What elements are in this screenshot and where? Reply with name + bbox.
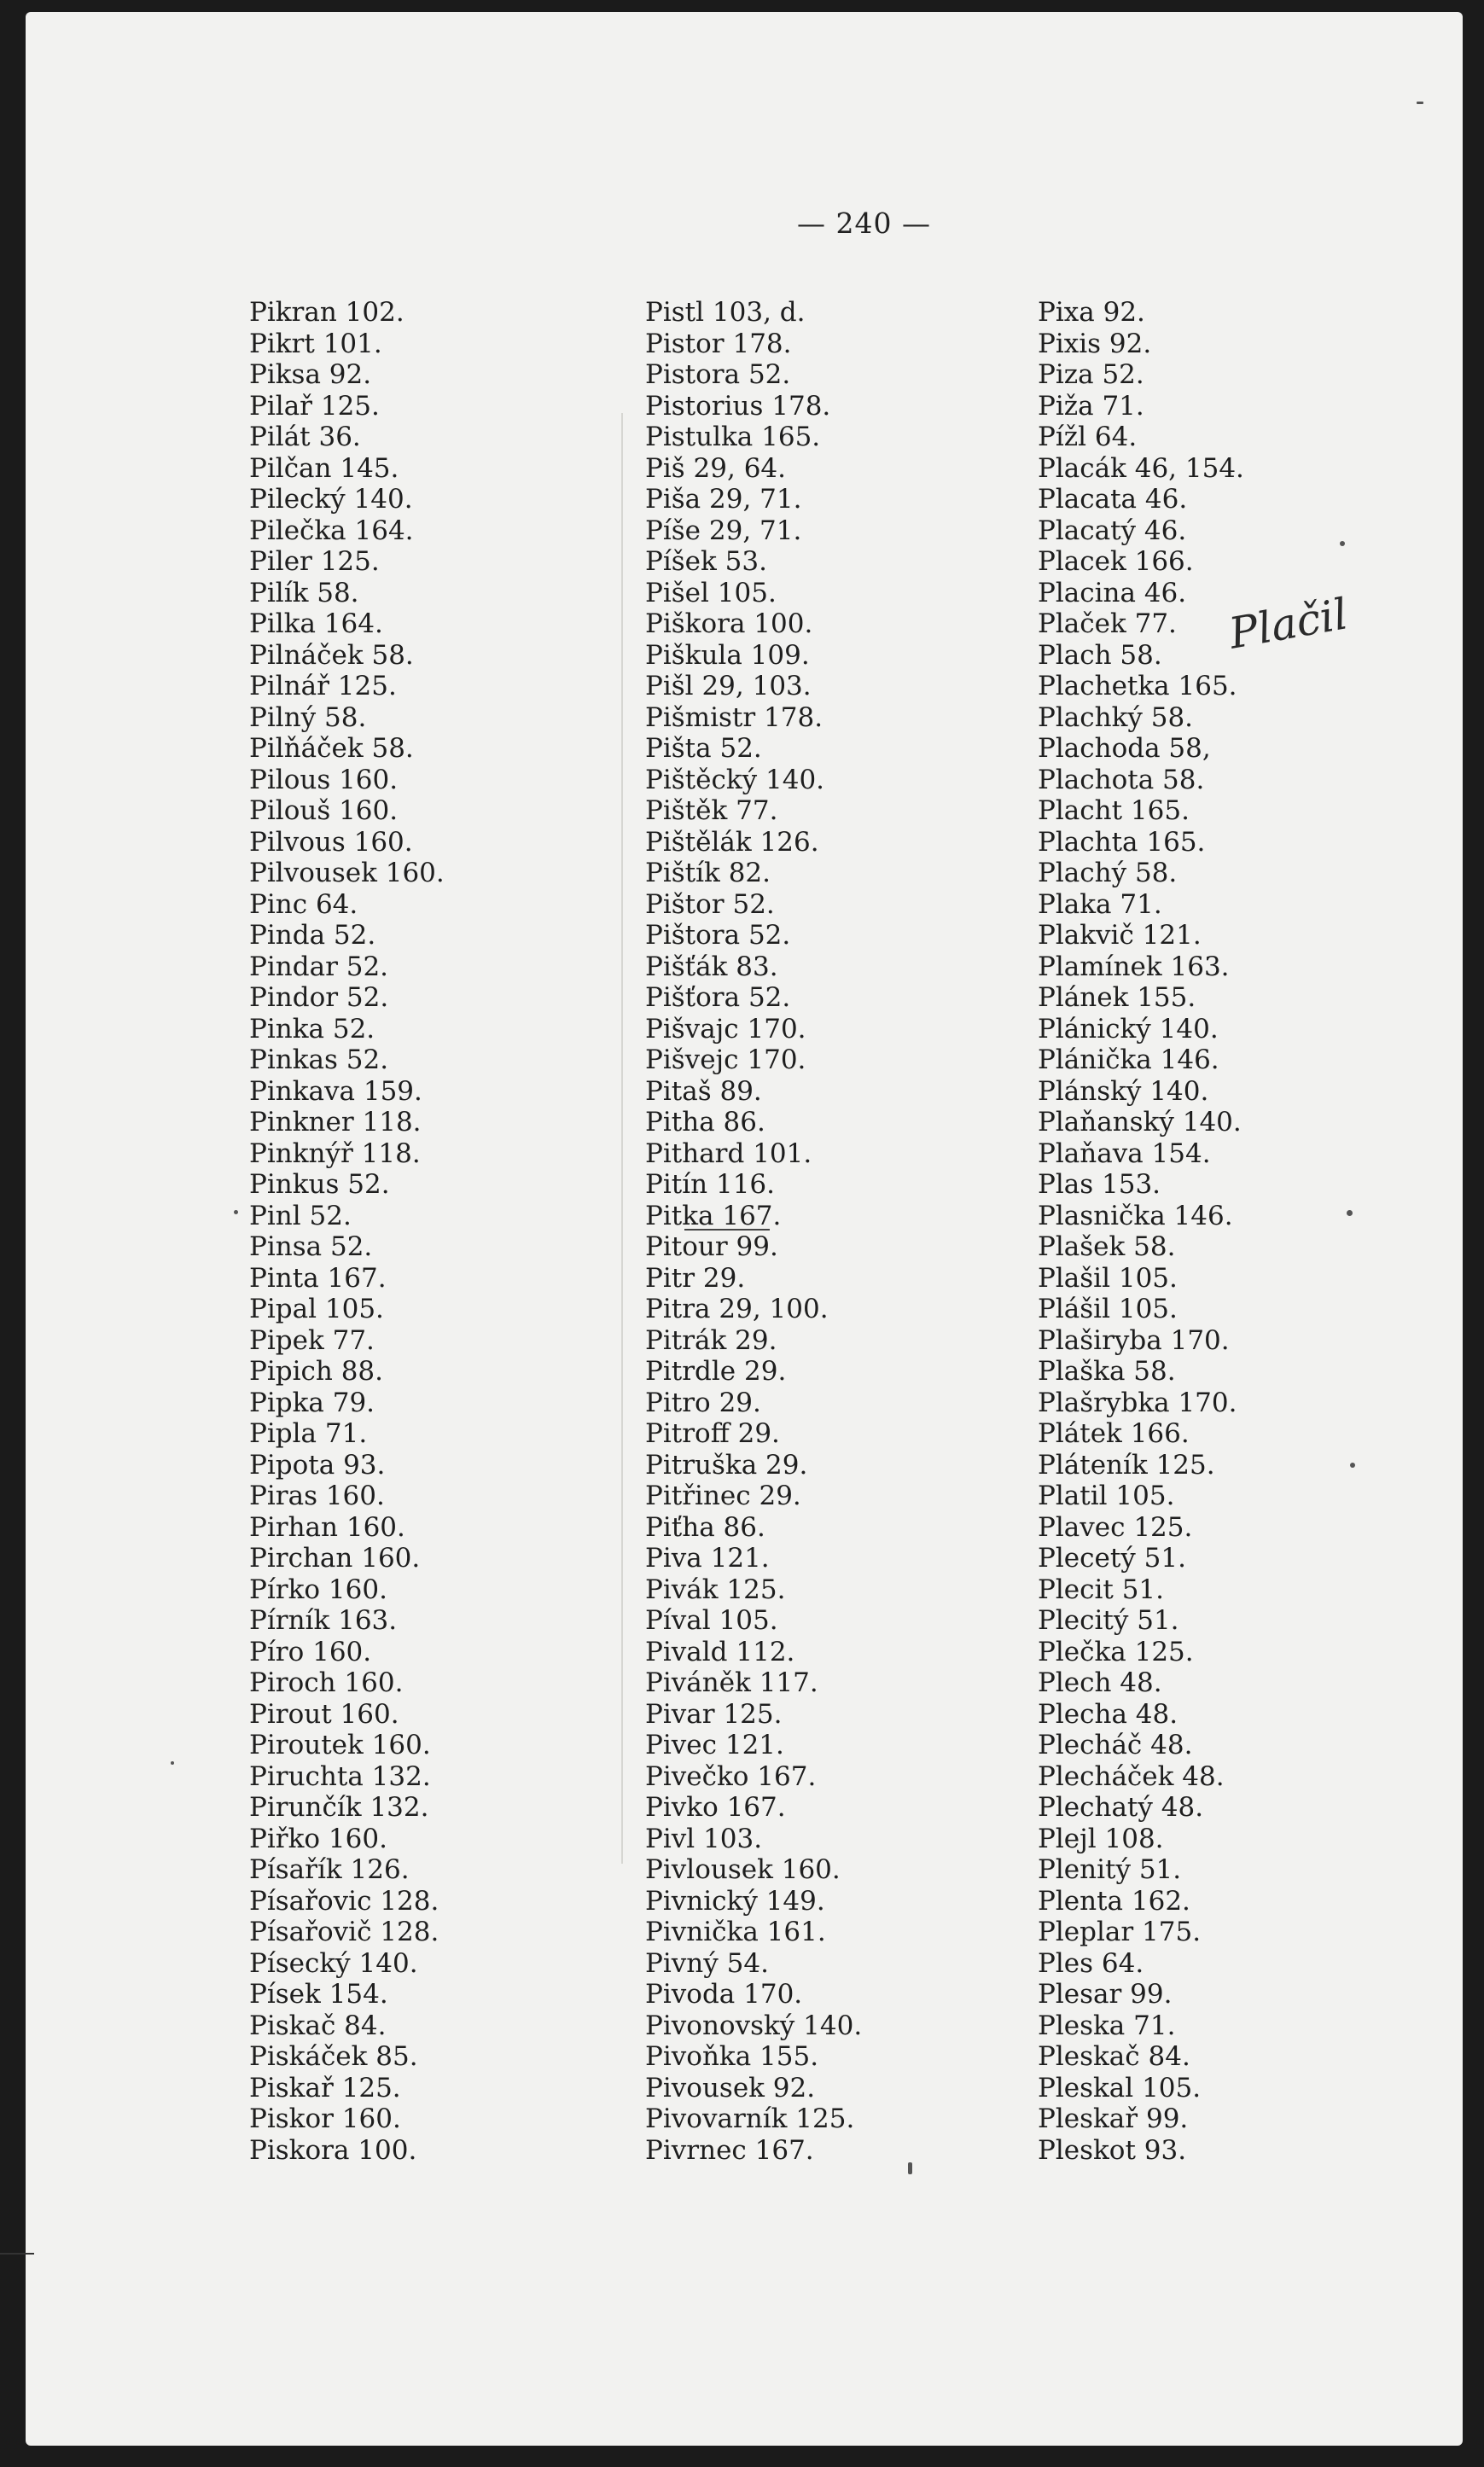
- name-entry: Plachota 58.: [1038, 764, 1205, 795]
- name-entry: Piskor 160.: [249, 2103, 401, 2134]
- name-entry: Pilňáček 58.: [249, 733, 414, 764]
- name-entry: Pláteník 125.: [1038, 1449, 1215, 1481]
- name-entry: Pinta 167.: [249, 1262, 387, 1294]
- name-entry: Placák 46, 154.: [1038, 452, 1244, 484]
- name-entry: Plánský 140.: [1038, 1075, 1209, 1107]
- name-entry: Pleskač 84.: [1038, 2041, 1190, 2072]
- name-entry: Pistor 178.: [645, 328, 792, 359]
- name-entry: Plecit 51.: [1038, 1574, 1165, 1605]
- name-entry: Pirhan 160.: [249, 1511, 405, 1543]
- scanned-page: [26, 12, 1463, 2446]
- name-entry: Plecháč 48.: [1038, 1730, 1193, 1760]
- name-entry: Plasnička 146.: [1038, 1200, 1233, 1231]
- name-entry: Pivonovský 140.: [645, 2010, 863, 2041]
- name-entry: Pivák 125.: [645, 1574, 786, 1605]
- name-entry: Plecha 48.: [1038, 1698, 1178, 1730]
- speck: [234, 1210, 238, 1214]
- speck: [1340, 541, 1345, 546]
- name-entry: Pilný 58.: [249, 701, 367, 733]
- name-entry: Pikrt 101.: [249, 328, 382, 359]
- name-entry: Piža 71.: [1038, 390, 1144, 422]
- name-entry: Plach 58.: [1038, 639, 1162, 671]
- name-entry: Piskař 125.: [249, 2072, 401, 2103]
- name-entry: Plesar 99.: [1038, 1979, 1173, 2010]
- name-entry: Pilecký 140.: [249, 484, 413, 515]
- name-entry: Plaňanský 140.: [1038, 1107, 1242, 1137]
- name-entry: Plenta 162.: [1038, 1885, 1190, 1917]
- name-entry: Pleplar 175.: [1038, 1917, 1202, 1947]
- name-entry: Pitaš 89.: [645, 1075, 762, 1107]
- name-entry: Piruchta 132.: [249, 1760, 431, 1792]
- name-entry: Pivlousek 160.: [645, 1854, 841, 1885]
- name-entry: Pivečko 167.: [645, 1760, 817, 1792]
- column-divider: [621, 413, 623, 1864]
- name-entry: Piksa 92.: [249, 359, 372, 390]
- name-entry: Plachý 58.: [1038, 858, 1178, 888]
- name-entry: Pilečka 164.: [249, 515, 414, 546]
- name-entry: Plachetka 165.: [1038, 671, 1237, 701]
- name-entry: Pinl 52.: [249, 1200, 352, 1231]
- name-entry: Piskač 84.: [249, 2010, 387, 2041]
- name-entry: Pitka 167.: [645, 1200, 782, 1231]
- name-entry: Pipich 88.: [249, 1356, 384, 1387]
- name-entry: Pilous 160.: [249, 764, 399, 795]
- name-entry: Pišta 52.: [645, 733, 762, 764]
- name-entry: Píšek 53.: [645, 546, 767, 577]
- name-entry: Pitr 29.: [645, 1262, 746, 1294]
- name-entry: Plaka 71.: [1038, 888, 1162, 920]
- name-entry: Pilík 58.: [249, 577, 359, 608]
- name-entry: Pišvejc 170.: [645, 1044, 806, 1075]
- name-entry: Pirchan 160.: [249, 1543, 421, 1574]
- name-entry: Piškula 109.: [645, 639, 810, 671]
- name-entry: Pipota 93.: [249, 1449, 386, 1481]
- name-entry: Pišťák 83.: [645, 951, 778, 982]
- name-entry: Pivoňka 155.: [645, 2041, 819, 2072]
- name-entry: Pitřinec 29.: [645, 1481, 801, 1511]
- name-entry: Pivald 112.: [645, 1636, 795, 1667]
- name-entry: Pitín 116.: [645, 1169, 775, 1200]
- name-entry: Piskáček 85.: [249, 2041, 418, 2072]
- name-entry: Piřko 160.: [249, 1823, 387, 1854]
- name-entry: Plejl 108.: [1038, 1823, 1164, 1854]
- handwritten-annotation: Plačil: [1225, 589, 1352, 659]
- name-entry: Piváněk 117.: [645, 1667, 818, 1698]
- name-column-1: [249, 297, 445, 2166]
- name-entry: Pilvousek 160.: [249, 858, 445, 888]
- name-entry: Pištora 52.: [645, 920, 791, 951]
- name-entry: Piskora 100.: [249, 2134, 417, 2166]
- name-entry: Plašek 58.: [1038, 1231, 1176, 1262]
- name-entry: Pithard 101.: [645, 1137, 812, 1169]
- name-column-3: [1038, 297, 1244, 2166]
- name-entry: Piras 160.: [249, 1481, 385, 1511]
- name-entry: Pinknýř 118.: [249, 1137, 421, 1169]
- name-entry: Piza 52.: [1038, 359, 1144, 390]
- name-entry: Píval 105.: [645, 1605, 778, 1636]
- name-entry: Plašil 105.: [1038, 1262, 1178, 1294]
- name-entry: Piler 125.: [249, 546, 380, 577]
- page-number: — 240 —: [797, 207, 931, 240]
- name-entry: Píro 160.: [249, 1636, 372, 1667]
- name-entry: Pitour 99.: [645, 1231, 778, 1262]
- name-entry: Pilnáček 58.: [249, 639, 414, 671]
- name-entry: Pleskal 105.: [1038, 2072, 1202, 2103]
- name-entry: Pixa 92.: [1038, 297, 1145, 328]
- name-entry: Pleskot 93.: [1038, 2134, 1187, 2166]
- name-entry: Plachoda 58,: [1038, 733, 1211, 764]
- name-entry: Pindor 52.: [249, 982, 389, 1013]
- name-entry: Piškora 100.: [645, 608, 813, 639]
- name-entry: Pivec 121.: [645, 1730, 784, 1760]
- name-entry: Pivovarník 125.: [645, 2103, 855, 2134]
- name-entry: Pistl 103, d.: [645, 297, 806, 328]
- name-entry: Pilát 36.: [249, 422, 361, 452]
- name-entry: Pipek 77.: [249, 1324, 375, 1356]
- name-entry: Pišl 29, 103.: [645, 671, 812, 701]
- name-entry: Plaška 58.: [1038, 1356, 1176, 1387]
- name-entry: Pilouš 160.: [249, 795, 399, 826]
- name-column-2: [645, 297, 862, 2166]
- name-entry: Plánek 155.: [1038, 982, 1196, 1013]
- name-entry: Plachta 165.: [1038, 826, 1206, 858]
- name-entry: Pleskař 99.: [1038, 2103, 1189, 2134]
- name-entry: Pinkava 159.: [249, 1075, 422, 1107]
- name-entry: Plecitý 51.: [1038, 1605, 1179, 1636]
- name-entry: Pleska 71.: [1038, 2010, 1176, 2041]
- name-entry: Pitra 29, 100.: [645, 1294, 829, 1324]
- name-entry: Pitrdle 29.: [645, 1356, 787, 1387]
- name-entry: Placatý 46.: [1038, 515, 1187, 546]
- name-entry: Piš 29, 64.: [645, 452, 786, 484]
- name-entry: Placht 165.: [1038, 795, 1190, 826]
- name-entry: Pírník 163.: [249, 1605, 398, 1636]
- name-entry: Pirunčík 132.: [249, 1792, 429, 1823]
- name-entry: Plamínek 163.: [1038, 951, 1230, 982]
- binding-mark: [0, 2253, 34, 2255]
- speck: [1417, 102, 1423, 104]
- name-entry: Pistora 52.: [645, 359, 791, 390]
- name-entry: Plenitý 51.: [1038, 1854, 1182, 1885]
- name-entry: Písecký 140.: [249, 1947, 418, 1979]
- name-entry: Pilvous 160.: [249, 826, 413, 858]
- name-entry: Pinkus 52.: [249, 1169, 390, 1200]
- name-entry: Pivousek 92.: [645, 2072, 816, 2103]
- name-entry: Pištěk 77.: [645, 795, 778, 826]
- name-entry: Plech 48.: [1038, 1667, 1162, 1698]
- name-entry: Placata 46.: [1038, 484, 1188, 515]
- name-entry: Plášil 105.: [1038, 1294, 1178, 1324]
- name-entry: Plechatý 48.: [1038, 1792, 1204, 1823]
- name-entry: Plecháček 48.: [1038, 1760, 1225, 1792]
- name-entry: Pipal 105.: [249, 1294, 384, 1324]
- name-entry: Pivrnec 167.: [645, 2134, 814, 2166]
- name-entry: Pištělák 126.: [645, 826, 819, 858]
- name-entry: Písařovič 128.: [249, 1917, 439, 1947]
- name-entry: Plečka 125.: [1038, 1636, 1194, 1667]
- name-entry: Pišel 105.: [645, 577, 777, 608]
- name-entry: Pinc 64.: [249, 888, 358, 920]
- name-entry: Placina 46.: [1038, 577, 1187, 608]
- name-entry: Pilčan 145.: [249, 452, 399, 484]
- name-entry: Plachký 58.: [1038, 701, 1194, 733]
- name-entry: Pipka 79.: [249, 1387, 375, 1418]
- name-entry: Pipla 71.: [249, 1418, 368, 1449]
- name-entry: Plánička 146.: [1038, 1044, 1219, 1075]
- name-entry: Pištěcký 140.: [645, 764, 825, 795]
- name-entry: Pitro 29.: [645, 1387, 761, 1418]
- name-entry: Pinka 52.: [249, 1013, 375, 1044]
- name-entry: Plánický 140.: [1038, 1013, 1219, 1044]
- name-entry: Pivnický 149.: [645, 1885, 825, 1917]
- name-entry: Pinda 52.: [249, 920, 376, 951]
- name-entry: Pišvajc 170.: [645, 1013, 806, 1044]
- name-entry: Ples 64.: [1038, 1947, 1144, 1979]
- name-entry: Pivoda 170.: [645, 1979, 803, 2010]
- name-entry: Plakvič 121.: [1038, 920, 1202, 951]
- name-entry: Písek 154.: [249, 1979, 388, 2010]
- name-entry: Piša 29, 71.: [645, 484, 802, 515]
- name-entry: Pivko 167.: [645, 1792, 786, 1823]
- name-entry: Plaširyba 170.: [1038, 1324, 1230, 1356]
- name-entry: Pivný 54.: [645, 1947, 769, 1979]
- name-entry: Placek 166.: [1038, 546, 1194, 577]
- name-entry: Plavec 125.: [1038, 1511, 1193, 1543]
- name-entry: Piťha 86.: [645, 1511, 765, 1543]
- name-entry: Pížl 64.: [1038, 422, 1138, 452]
- name-entry: Píše 29, 71.: [645, 515, 802, 546]
- name-entry: Pilnář 125.: [249, 671, 397, 701]
- name-entry: Pixis 92.: [1038, 328, 1152, 359]
- name-entry: Plašrybka 170.: [1038, 1387, 1237, 1418]
- name-entry: Platil 105.: [1038, 1481, 1175, 1511]
- name-entry: Pitrák 29.: [645, 1324, 777, 1356]
- speck: [908, 2162, 912, 2174]
- name-entry: Plas 153.: [1038, 1169, 1161, 1200]
- name-entry: Pitha 86.: [645, 1107, 765, 1137]
- name-entry: Pištor 52.: [645, 888, 775, 920]
- speck: [171, 1761, 174, 1765]
- name-entry: Pindar 52.: [249, 951, 389, 982]
- name-entry: Pištík 82.: [645, 858, 771, 888]
- name-entry: Pinkner 118.: [249, 1107, 422, 1137]
- name-entry: Pitruška 29.: [645, 1449, 808, 1481]
- name-entry: Pilka 164.: [249, 608, 383, 639]
- name-entry: Pikran 102.: [249, 297, 404, 328]
- name-entry: Pivar 125.: [645, 1698, 783, 1730]
- name-entry: Pivnička 161.: [645, 1917, 826, 1947]
- name-entry: Pinkas 52.: [249, 1044, 389, 1075]
- name-entry: Pivl 103.: [645, 1823, 763, 1854]
- name-entry: Písařík 126.: [249, 1854, 410, 1885]
- name-entry: Piroch 160.: [249, 1667, 404, 1698]
- name-entry: Piroutek 160.: [249, 1730, 431, 1760]
- name-entry: Pitroff 29.: [645, 1418, 780, 1449]
- speck: [1347, 1210, 1353, 1216]
- name-entry: Plaňava 154.: [1038, 1137, 1211, 1169]
- name-entry: Plecetý 51.: [1038, 1543, 1186, 1574]
- name-entry: Pistorius 178.: [645, 390, 831, 422]
- name-entry: Piva 121.: [645, 1543, 770, 1574]
- name-entry: Pišmistr 178.: [645, 701, 823, 733]
- name-entry: Plaček 77.: [1038, 608, 1177, 639]
- speck: [1350, 1463, 1355, 1468]
- name-entry: Pišťora 52.: [645, 982, 791, 1013]
- name-entry: Plátek 166.: [1038, 1418, 1190, 1449]
- name-entry: Pírko 160.: [249, 1574, 387, 1605]
- name-entry: Pirout 160.: [249, 1698, 399, 1730]
- name-entry: Písařovic 128.: [249, 1885, 439, 1917]
- name-entry: Pinsa 52.: [249, 1231, 373, 1262]
- name-entry: Pilař 125.: [249, 390, 380, 422]
- name-entry: Pistulka 165.: [645, 422, 821, 452]
